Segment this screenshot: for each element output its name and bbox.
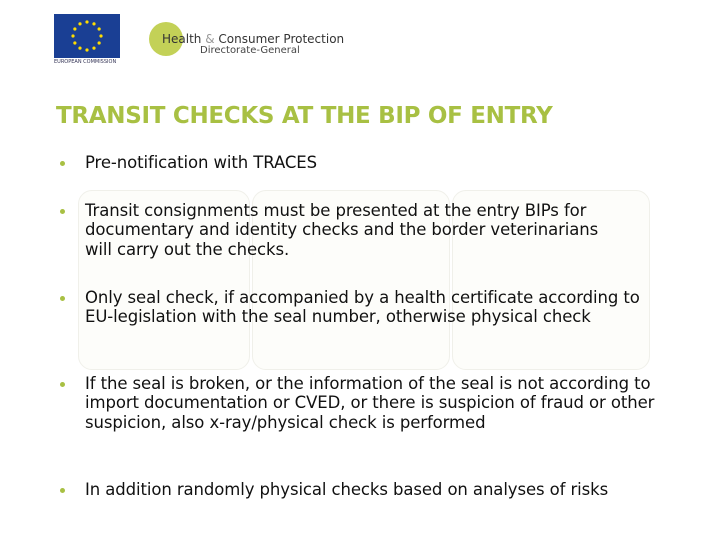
- star-icon: [85, 48, 88, 51]
- star-icon: [99, 34, 102, 37]
- slide-title: TRANSIT CHECKS AT THE BIP OF ENTRY: [56, 103, 553, 129]
- bullet-icon: [60, 488, 65, 493]
- star-icon: [78, 22, 81, 25]
- bullet-icon: [60, 296, 65, 301]
- star-icon: [98, 27, 101, 30]
- bullet-item: Pre-notification with TRACES: [85, 153, 317, 172]
- bullet-item: If the seal is broken, or the information of the seal is not according to import documentation or CVED, or there is suspicion of fraud or other suspicion, also x-ray/physical check is performed: [85, 374, 655, 432]
- star-icon: [71, 34, 74, 37]
- star-icon: [73, 27, 76, 30]
- bullet-icon: [60, 382, 65, 387]
- star-icon: [78, 47, 81, 50]
- star-icon: [98, 41, 101, 44]
- dg-name: Health & Consumer Protection: [162, 32, 345, 46]
- bullet-item: Transit consignments must be presented at the entry BIPs for documentary and identity checks and the border veterinarians will carry out the checks.: [85, 201, 599, 259]
- bullet-item: In addition randomly physical checks based on analyses of risks: [85, 480, 609, 499]
- bullet-icon: [60, 209, 65, 214]
- star-icon: [92, 22, 95, 25]
- star-icon: [73, 41, 76, 44]
- eu-flag-logo: [54, 14, 120, 58]
- star-icon: [85, 20, 88, 23]
- bullet-icon: [60, 161, 65, 166]
- star-icon: [92, 47, 95, 50]
- eu-caption: EUROPEAN COMMISSION: [54, 59, 117, 65]
- dg-subtitle: Directorate-General: [200, 45, 300, 56]
- bullet-item: Only seal check, if accompanied by a health certificate according to EU-legislation with the seal number, otherwise physical check: [85, 288, 640, 327]
